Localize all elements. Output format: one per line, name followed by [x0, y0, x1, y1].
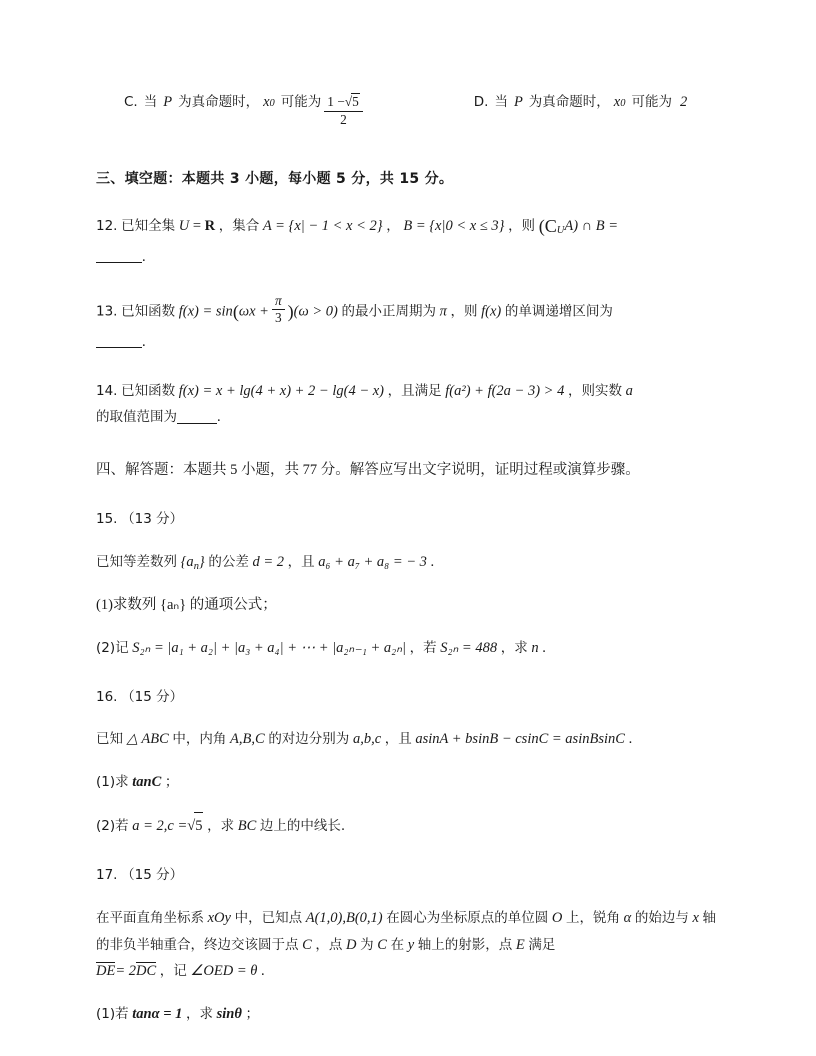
q17-d: D: [346, 936, 357, 953]
q13-f-arg-a: ωx +: [238, 303, 269, 320]
q16-part2-root: 5: [194, 812, 203, 840]
q15-stem-b: 的公差: [208, 553, 249, 570]
choice-d-text-mid: 为真命题时，: [528, 94, 610, 110]
choice-c[interactable]: [124, 90, 366, 128]
q17-points: （15 分）: [121, 866, 184, 883]
q17-e: E: [515, 936, 525, 953]
choices-row: [124, 90, 720, 128]
q16-part1-a: (1)求: [96, 774, 129, 791]
q12-answer-blank[interactable]: [96, 248, 142, 263]
q13-paren-open: (: [232, 301, 239, 322]
q15-part2-d: .: [542, 639, 546, 656]
q16-part1-b: ；: [164, 774, 179, 791]
q17-line1-b: 中，已知点: [234, 909, 303, 926]
q17-part1-expr: sinθ: [216, 1006, 242, 1023]
q17-part1-c: ；: [245, 1006, 260, 1023]
q15-stem-c: ，且: [287, 553, 315, 570]
q16-stem-b: 中，内角: [172, 731, 227, 748]
q12-set-a: A = {x| − 1 < x < 2}: [262, 218, 383, 235]
q17-part1-a: (1)若: [96, 1006, 129, 1023]
q15-d-eq: d = 2: [252, 553, 285, 570]
q17-line1-a: 在平面直角坐标系: [96, 909, 204, 926]
q17-part1: [96, 1001, 720, 1028]
q17-vector-de: DE: [96, 963, 116, 980]
q13-text-b: 的最小正周期为: [341, 303, 436, 320]
q13-number: 13.: [96, 303, 118, 320]
question-13: [96, 293, 720, 356]
q12-complement-open: (C: [538, 216, 557, 237]
q17-line3-c: .: [261, 963, 265, 980]
q13-pi-over-3: [272, 293, 285, 327]
q17-alpha: α: [623, 909, 632, 926]
q15-seq-close: }: [198, 553, 205, 570]
q16-angles: A,B,C: [230, 731, 265, 748]
q15-number: 15.: [96, 510, 118, 527]
q15-part1: (1)求数列 {aₙ} 的通项公式；: [96, 597, 277, 614]
choice-c-text-after: 可能为: [280, 94, 322, 110]
q12-complement-sub: U: [556, 225, 565, 237]
q13-text-c: ，则: [450, 303, 478, 320]
q17-part1-b: ，求: [186, 1006, 214, 1023]
q12-text-b: ，集合: [218, 218, 260, 235]
q17-part1-cond: tanα = 1: [132, 1006, 183, 1023]
q13-answer-blank[interactable]: [96, 333, 142, 348]
q12-set-b: B = {x|0 < x ≤ 3}: [403, 218, 505, 235]
q15-points: （13 分）: [121, 510, 184, 527]
q15-seq-sub: n: [193, 560, 199, 572]
q13-text-a: 已知函数: [121, 303, 176, 320]
q17-line2-g: 满足: [528, 936, 556, 953]
choice-c-fraction-numerator: [324, 93, 363, 112]
q17-line1-c: 在圆心为坐标原点的单位圆: [386, 909, 549, 926]
q12-period: .: [142, 248, 146, 265]
question-16-header: [96, 684, 720, 711]
q16-part2-a: (2)若: [96, 818, 129, 835]
q14-period: .: [217, 409, 221, 426]
q14-condition: f(a²) + f(2a − 3) > 4: [445, 382, 565, 399]
q17-angle-theta: ∠OED = θ: [190, 963, 258, 980]
q13-f-def-pre: f(x) = sin: [178, 303, 233, 320]
q14-answer-blank[interactable]: [177, 409, 217, 424]
q15-part2-cond: S₂ₙ = 488: [440, 639, 498, 656]
q15-stem: [96, 549, 720, 576]
q15-stem-a: 已知等差数列: [96, 553, 177, 570]
question-17-header: [96, 862, 720, 889]
q13-three: 3: [274, 310, 282, 326]
q14-text-line2: 的取值范围为: [96, 409, 177, 426]
q15-condition: a₆ + a₇ + a₈ = − 3: [318, 553, 427, 570]
q16-part1-expr: tanC: [132, 774, 162, 791]
q12-text-d: ，则: [508, 218, 536, 235]
choice-d-var-x-sub: 0: [620, 98, 626, 109]
q14-text-b: ，且满足: [387, 382, 442, 399]
q16-stem: [96, 726, 720, 753]
q15-sequence: [181, 554, 205, 570]
choice-c-var-p: P: [163, 94, 173, 110]
q13-period: .: [142, 333, 146, 350]
q14-f-def: f(x) = x + lg(4 + x) + 2 − lg(4 − x): [178, 382, 384, 399]
q16-part2-c: 边上的中线长.: [259, 818, 346, 835]
q15-part2-c: ，求: [500, 639, 528, 656]
q14-text-c: ，则实数: [567, 382, 622, 399]
q12-r: R: [204, 218, 216, 235]
q17-xoy: xOy: [207, 909, 231, 926]
q17-x: x: [692, 909, 699, 926]
q16-part2: [96, 812, 720, 840]
choice-c-num-root: 5: [352, 94, 359, 109]
q17-line2-d: 为: [360, 936, 374, 953]
q15-seq-open: {a: [180, 553, 194, 570]
choice-c-var-x-sub: 0: [269, 98, 275, 109]
q16-sides: a,b,c: [352, 731, 382, 748]
q12-text-a: 已知全集: [121, 218, 176, 235]
choice-c-text-mid: 为真命题时，: [178, 94, 260, 110]
q17-points-ab: A(1,0),B(0,1): [305, 909, 383, 926]
q13-f-cond: (ω > 0): [293, 303, 338, 320]
q16-number: 16.: [96, 688, 118, 705]
q12-eq: =: [192, 218, 202, 235]
q12-u: U: [178, 218, 190, 235]
section-four-heading: 四、解答题：本题共 5 小题，共 77 分。解答应写出文字说明，证明过程或演算步骤。: [96, 462, 640, 479]
q12-text-c: ，: [386, 218, 400, 235]
choice-d-text-before: 当: [494, 94, 508, 110]
q16-equation: asinA + bsinB − csinC = asinBsinC: [415, 731, 625, 748]
choice-c-fraction: [324, 93, 363, 128]
sqrt-icon: √5: [187, 812, 203, 840]
q17-stem: [96, 905, 720, 985]
q17-o: O: [551, 909, 563, 926]
choice-c-text-before: 当: [143, 94, 158, 110]
question-15-header: [96, 506, 720, 533]
q13-paren-close: ): [287, 301, 294, 322]
q16-points: （15 分）: [121, 688, 184, 705]
q13-text-d: 的单调递增区间为: [504, 303, 613, 320]
choice-c-var-x: x: [263, 94, 270, 110]
q16-stem-e: .: [628, 731, 633, 748]
q12-number: 12.: [96, 218, 118, 235]
q17-number: 17.: [96, 866, 118, 883]
q16-stem-d: ，且: [384, 731, 412, 748]
q17-line2-f: 轴上的射影，点: [417, 936, 513, 953]
q17-line2-c: ，点: [315, 936, 343, 953]
q17-vector-dc: DC: [136, 963, 157, 980]
choice-d-label: D.: [473, 94, 489, 110]
q16-stem-c: 的对边分别为: [268, 731, 350, 748]
q13-pi: π: [272, 293, 285, 311]
q17-line2-b: 轴的非负半轴重合，终边交该圆于点: [96, 909, 717, 953]
q12-complement-tail: A) ∩ B =: [564, 218, 619, 235]
q15-part2-b: ，若: [409, 639, 437, 656]
q17-y: y: [407, 936, 415, 953]
choice-c-fraction-denominator: 2: [340, 111, 347, 127]
choice-d[interactable]: [474, 90, 687, 111]
q17-line3-eq: = 2: [115, 963, 137, 980]
q16-part2-b: ，求: [207, 818, 235, 835]
q16-part1: [96, 769, 720, 796]
q14-text-a: 已知函数: [121, 382, 176, 399]
q17-c: C: [302, 936, 312, 953]
question-12: [96, 210, 720, 270]
q15-part2-a: (2)记: [96, 639, 129, 656]
q15-stem-d: .: [430, 553, 435, 570]
q16-triangle: △ ABC: [126, 731, 169, 748]
q17-line1-d: 上，锐角: [565, 909, 620, 926]
q17-line3-b: ，记: [159, 963, 187, 980]
choice-d-text-after: 可能为: [631, 94, 672, 110]
q14-number: 14.: [96, 382, 118, 399]
sqrt-icon: √5: [344, 94, 359, 109]
q16-stem-a: 已知: [96, 731, 123, 748]
q16-part2-cond: a = 2,c =: [132, 818, 188, 835]
q15-part2: [96, 635, 720, 662]
choice-c-label: C.: [124, 94, 138, 110]
choice-d-var-x: x: [613, 94, 621, 110]
q13-fx: f(x): [481, 303, 502, 320]
q12-complement-expr: [538, 216, 619, 237]
question-14: [96, 378, 720, 432]
q14-a: a: [625, 382, 633, 399]
choice-c-num-prefix: 1 −: [327, 94, 345, 109]
choice-d-value: 2: [679, 94, 688, 110]
q17-c2: C: [377, 936, 387, 953]
section-three-heading: 三、填空题：本题共 3 小题，每小题 5 分，共 15 分。: [96, 171, 454, 188]
choice-d-var-p: P: [513, 94, 523, 110]
q15-part2-n: n: [531, 639, 539, 656]
q17-line2-a: 的始边与: [634, 909, 689, 926]
q17-line2-e: 在: [390, 936, 405, 953]
q16-part2-bc: BC: [237, 818, 257, 835]
q15-part2-formula: S₂ₙ = |a₁ + a₂| + |a₃ + a₄| + ⋯ + |a₂ₙ₋₁ + a₂ₙ|: [132, 639, 406, 656]
q13-pi-period: π: [439, 303, 447, 320]
